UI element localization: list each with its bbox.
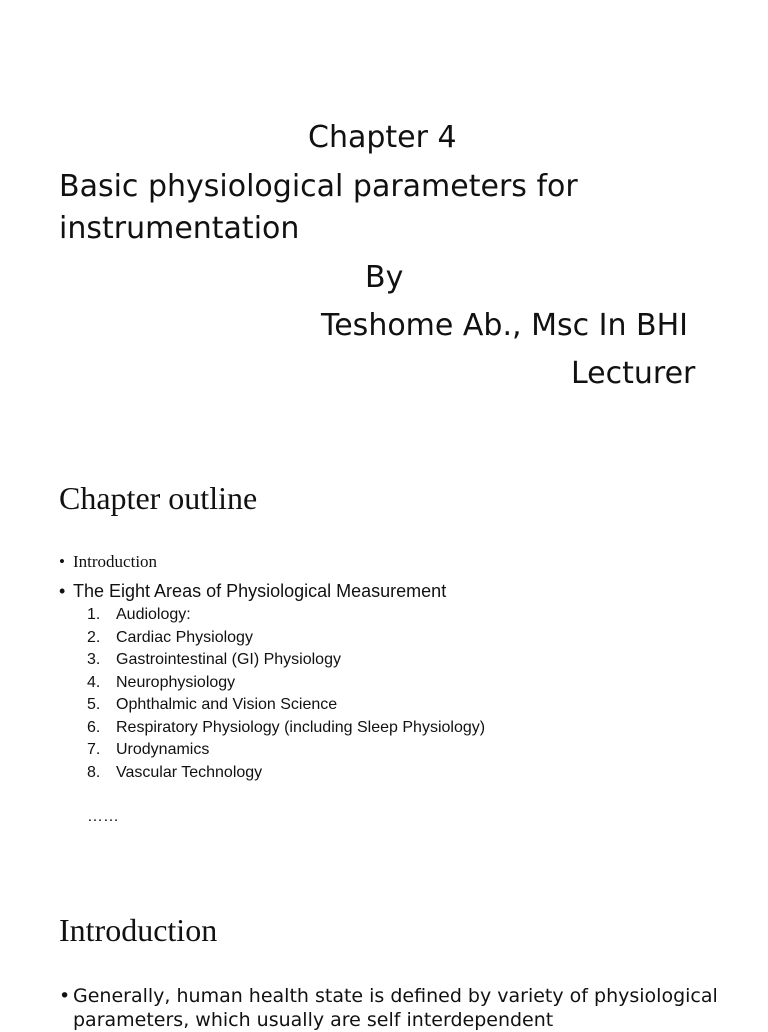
author-role: Lecturer: [571, 356, 696, 391]
list-item-text: Audiology:: [116, 606, 191, 623]
title-slide: [0, 0, 768, 440]
chapter-heading: Chapter 4: [308, 120, 457, 155]
introduction-slide: [0, 880, 768, 1031]
list-item: [87, 739, 507, 762]
list-item-number: 5.: [87, 696, 101, 713]
list-item-number: 7.: [87, 741, 101, 758]
introduction-bullet: [59, 984, 749, 1032]
list-item-text: Gastrointestinal (GI) Physiology: [116, 651, 341, 668]
outline-bullet-eight-areas: [59, 578, 446, 604]
list-item: [87, 717, 507, 740]
bullet-icon: •: [59, 985, 71, 1007]
list-item-text: Ophthalmic and Vision Science: [116, 696, 338, 713]
by-label: By: [365, 260, 404, 295]
introduction-bullet-text: Generally, human health state is defined by variety of physiological parameters, which usually are self interdependent: [73, 985, 718, 1031]
list-item-text: Urodynamics: [116, 741, 210, 758]
list-item-number: 3.: [87, 651, 101, 668]
list-item: [87, 627, 507, 650]
chapter-subtitle: Basic physiological parameters for instrumentation: [59, 169, 578, 246]
list-item-number: 1.: [87, 606, 101, 623]
bullet-icon: •: [59, 552, 65, 571]
outline-bullet-label: Introduction: [73, 552, 158, 571]
author-name: Teshome Ab., Msc In BHI: [321, 308, 689, 343]
list-item-text: Neurophysiology: [116, 673, 236, 691]
list-continuation-ellipsis: ……: [87, 808, 119, 825]
outline-title: Chapter outline: [59, 480, 258, 516]
list-item-text: Cardiac Physiology: [116, 628, 253, 646]
list-item: [87, 672, 507, 695]
outline-bullet-introduction: [59, 550, 157, 574]
list-item: [87, 694, 507, 717]
bullet-icon: •: [59, 581, 66, 601]
list-item: [87, 762, 507, 785]
list-item-text: Vascular Technology: [116, 763, 263, 781]
list-item: [87, 604, 507, 627]
list-item-text: Respiratory Physiology (including Sleep Physiology): [116, 718, 486, 736]
list-item-number: 2.: [87, 628, 101, 646]
list-item-number: 6.: [87, 718, 101, 736]
list-item: [87, 649, 507, 672]
outline-slide: [0, 450, 768, 870]
introduction-title: Introduction: [59, 912, 218, 948]
list-item-number: 4.: [87, 673, 101, 691]
outline-bullet-label: The Eight Areas of Physiological Measurement: [73, 581, 447, 601]
measurement-areas-list: [87, 604, 507, 784]
list-item-number: 8.: [87, 763, 101, 781]
